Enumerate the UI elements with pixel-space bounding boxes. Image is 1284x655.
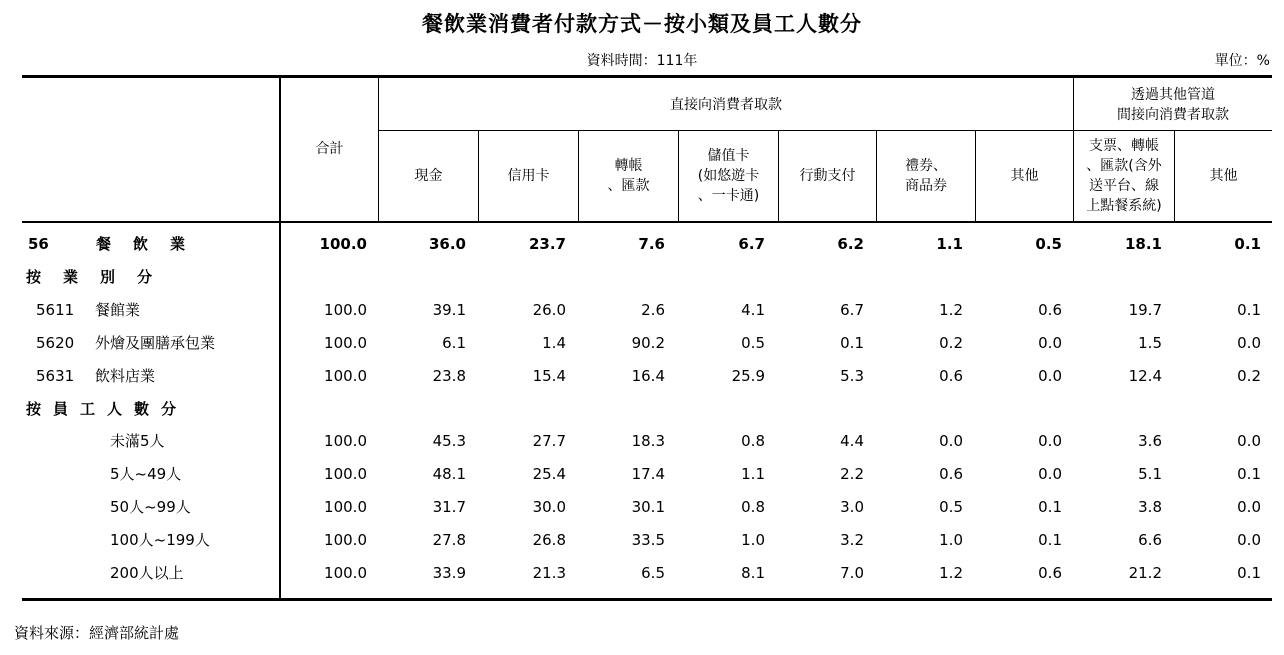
table-cell: 0.0	[1237, 333, 1261, 352]
table-cell: 33.5	[631, 531, 665, 550]
table-cell: 16.4	[631, 366, 665, 385]
table-cell: 18.1	[1124, 235, 1162, 253]
header-stored-value: 儲值卡 (如悠遊卡 、一卡通)	[697, 148, 760, 204]
table-cell: 0.1	[1038, 498, 1062, 517]
table-cell: 4.1	[741, 300, 765, 319]
table-cell: 1.2	[939, 564, 963, 582]
table-cell: 0.6	[1038, 300, 1062, 319]
table-cell: 5.3	[840, 366, 864, 385]
table-cell: 27.7	[532, 432, 566, 451]
industry-code: 5620	[36, 333, 75, 352]
section-label: 按員工人數分	[26, 399, 189, 418]
table-cell: 1.1	[741, 465, 765, 484]
table-cell: 100.0	[324, 300, 367, 319]
table-row	[0, 228, 1284, 260]
header-credit-card: 信用卡	[507, 168, 550, 184]
header-direct-group: 直接向消費者取款	[670, 97, 782, 113]
industry-code: 5631	[36, 366, 75, 385]
table-cell: 6.6	[1138, 531, 1162, 550]
industry-code: 5611	[36, 300, 75, 319]
table-row	[0, 557, 1284, 589]
table-cell: 27.8	[432, 531, 466, 550]
table-cell: 2.2	[840, 465, 864, 484]
row-label: 外燴及團膳承包業	[95, 333, 216, 352]
table-cell: 0.0	[1237, 432, 1261, 451]
table-row	[0, 491, 1284, 523]
header-bottom-rule	[22, 221, 1272, 223]
section-label: 按業別分	[26, 267, 175, 286]
table-cell: 23.7	[528, 235, 566, 253]
table-cell: 0.1	[1237, 300, 1261, 319]
table-cell: 1.0	[741, 531, 765, 550]
table-cell: 7.6	[638, 235, 665, 253]
header-cash: 現金	[414, 168, 443, 184]
table-cell: 7.0	[840, 564, 864, 582]
table-cell: 31.7	[432, 498, 466, 517]
table-cell: 5.1	[1138, 465, 1162, 484]
table-cell: 18.3	[631, 432, 665, 451]
table-cell: 1.0	[939, 531, 963, 550]
table-cell: 17.4	[631, 465, 665, 484]
table-cell: 0.0	[1038, 465, 1062, 484]
table-cell: 0.1	[1237, 465, 1261, 484]
table-cell: 0.0	[1237, 498, 1261, 517]
table-cell: 21.3	[532, 564, 566, 582]
row-label: 200人以上	[110, 564, 184, 582]
table-cell: 0.2	[939, 333, 963, 352]
table-cell: 100.0	[324, 432, 367, 451]
table-cell: 6.1	[442, 333, 466, 352]
table-top-rule	[22, 75, 1272, 78]
table-cell: 0.5	[1035, 235, 1062, 253]
table-cell: 39.1	[432, 300, 466, 319]
table-cell: 19.7	[1128, 300, 1162, 319]
table-cell: 25.4	[532, 465, 566, 484]
row-label: 未滿5人	[110, 432, 165, 451]
section-header-row	[0, 393, 1284, 425]
table-cell: 100.0	[319, 235, 367, 253]
table-cell: 8.1	[741, 564, 765, 582]
row-label: 100人~199人	[110, 531, 210, 550]
table-cell: 45.3	[432, 432, 466, 451]
table-cell: 0.6	[939, 465, 963, 484]
table-row	[0, 458, 1284, 490]
table-cell: 0.0	[1038, 333, 1062, 352]
table-cell: 6.5	[641, 564, 665, 582]
table-cell: 15.4	[532, 366, 566, 385]
table-cell: 1.4	[542, 333, 566, 352]
table-row	[0, 327, 1284, 359]
data-period: 資料時間：111年	[586, 53, 698, 69]
table-cell: 100.0	[324, 498, 367, 517]
table-cell: 6.2	[837, 235, 864, 253]
header-transfer: 轉帳 、匯款	[607, 158, 650, 194]
table-cell: 0.2	[1237, 366, 1261, 385]
table-cell: 25.9	[731, 366, 765, 385]
header-voucher: 禮券、 商品券	[905, 158, 947, 194]
industry-code: 56	[28, 235, 49, 253]
table-cell: 100.0	[324, 366, 367, 385]
row-label: 50人~99人	[110, 498, 191, 517]
table-cell: 100.0	[324, 465, 367, 484]
header-other-indirect: 其他	[1209, 168, 1238, 184]
table-bottom-rule	[22, 598, 1272, 601]
row-label: 餐飲業	[96, 235, 208, 253]
table-cell: 3.2	[840, 531, 864, 550]
table-cell: 33.9	[432, 564, 466, 582]
table-cell: 100.0	[324, 564, 367, 582]
table-cell: 0.5	[939, 498, 963, 517]
table-cell: 3.6	[1138, 432, 1162, 451]
table-cell: 12.4	[1128, 366, 1162, 385]
table-cell: 26.8	[532, 531, 566, 550]
table-cell: 100.0	[324, 333, 367, 352]
table-cell: 4.4	[840, 432, 864, 451]
table-cell: 23.8	[432, 366, 466, 385]
table-cell: 0.6	[939, 366, 963, 385]
table-cell: 26.0	[532, 300, 566, 319]
table-cell: 0.0	[1038, 366, 1062, 385]
table-cell: 1.5	[1138, 333, 1162, 352]
table-row	[0, 294, 1284, 326]
table-cell: 48.1	[432, 465, 466, 484]
table-cell: 21.2	[1128, 564, 1162, 582]
header-total: 合計	[315, 141, 344, 157]
table-cell: 0.0	[1237, 531, 1261, 550]
section-header-row	[0, 261, 1284, 293]
table-cell: 30.0	[532, 498, 566, 517]
row-label: 餐館業	[95, 300, 141, 319]
table-cell: 0.8	[741, 498, 765, 517]
table-cell: 36.0	[428, 235, 466, 253]
source-note: 資料來源：經濟部統計處	[14, 624, 180, 642]
table-cell: 0.8	[741, 432, 765, 451]
header-check-transfer: 支票、轉帳 、匯款(含外 送平台、線 上點餐系統)	[1086, 138, 1162, 214]
table-row	[0, 524, 1284, 556]
table-cell: 6.7	[738, 235, 765, 253]
table-row	[0, 360, 1284, 392]
table-cell: 1.1	[936, 235, 963, 253]
table-cell: 0.1	[1038, 531, 1062, 550]
table-cell: 0.1	[840, 333, 864, 352]
table-cell: 3.8	[1138, 498, 1162, 517]
table-cell: 3.0	[840, 498, 864, 517]
table-cell: 0.1	[1237, 564, 1261, 582]
table-cell: 1.2	[939, 300, 963, 319]
table-cell: 100.0	[324, 531, 367, 550]
table-cell: 90.2	[631, 333, 665, 352]
page-title: 餐飲業消費者付款方式－按小類及員工人數分	[422, 12, 862, 36]
table-cell: 0.1	[1234, 235, 1261, 253]
table-cell: 2.6	[641, 300, 665, 319]
table-row	[0, 425, 1284, 457]
header-mobile-pay: 行動支付	[799, 168, 856, 184]
table-cell: 0.0	[939, 432, 963, 451]
table-cell: 30.1	[631, 498, 665, 517]
row-label: 5人~49人	[110, 465, 182, 484]
table-cell: 6.7	[840, 300, 864, 319]
table-cell: 0.6	[1038, 564, 1062, 582]
table-cell: 0.5	[741, 333, 765, 352]
unit-label: 單位：%	[1214, 53, 1270, 69]
table-cell: 0.0	[1038, 432, 1062, 451]
row-label: 飲料店業	[95, 366, 156, 385]
header-other-direct: 其他	[1010, 168, 1039, 184]
header-indirect-group: 透過其他管道 間接向消費者取款	[1117, 87, 1229, 123]
